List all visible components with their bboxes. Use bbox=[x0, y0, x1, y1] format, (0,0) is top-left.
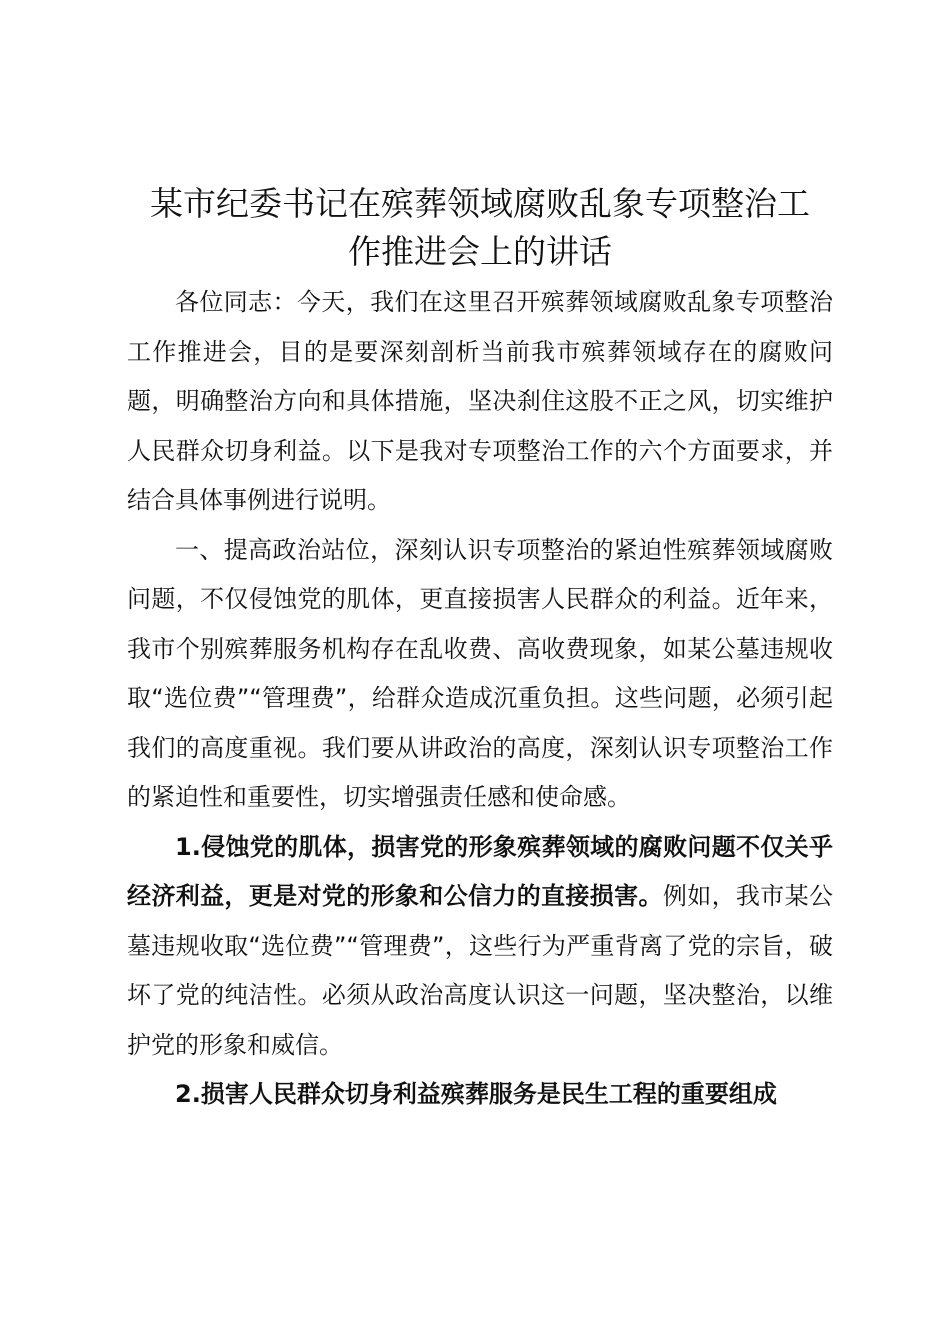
title-line-2: 作推进会上的讲话 bbox=[348, 232, 612, 271]
document-page bbox=[127, 180, 833, 1120]
item-2-heading: 2.损害人民群众切身利益殡葬服务是民生工程的重要组成 bbox=[175, 1080, 777, 1108]
title-line-1: 某市纪委书记在殡葬领域腐败乱象专项整治工 bbox=[150, 184, 810, 223]
item-1-heading: 1.侵蚀党的肌体，损害党的形象殡葬领域的腐败问题不仅关乎经济利益，更是对党的形象和公信力的直接损害。 bbox=[127, 832, 833, 910]
document-title bbox=[127, 180, 833, 276]
item-1-body: 例如，我市某公墓违规收取“选位费”“管理费”，这些行为严重背离了党的宗旨，破坏了党的纯洁性。必须从政治高度认识这一问题，坚决整治，以维护党的形象和威信。 bbox=[127, 882, 834, 1059]
section-1-paragraph: 一、提高政治站位，深刻认识专项整治的紧迫性殡葬领域腐败问题，不仅侵蚀党的肌体，更直接损害人民群众的利益。近年来，我市个别殡葬服务机构存在乱收费、高收费现象，如某公墓违规收取“选位费”“管理费”，给群众造成沉重负担。这些问题，必须引起我们的高度重视。我们要从讲政治的高度，深刻认识专项整治工作的紧迫性和重要性，切实增强责任感和使命感。 bbox=[127, 535, 833, 811]
item-1-paragraph bbox=[127, 823, 833, 1071]
intro-paragraph: 各位同志：今天，我们在这里召开殡葬领域腐败乱象专项整治工作推进会，目的是要深刻剖析当前我市殡葬领域存在的腐败问题，明确整治方向和具体措施，坚决刹住这股不正之风，切实维护人民群众切身利益。以下是我对专项整治工作的六个方面要求，并结合具体事例进行说明。 bbox=[127, 288, 833, 514]
item-2-paragraph bbox=[127, 1070, 833, 1120]
